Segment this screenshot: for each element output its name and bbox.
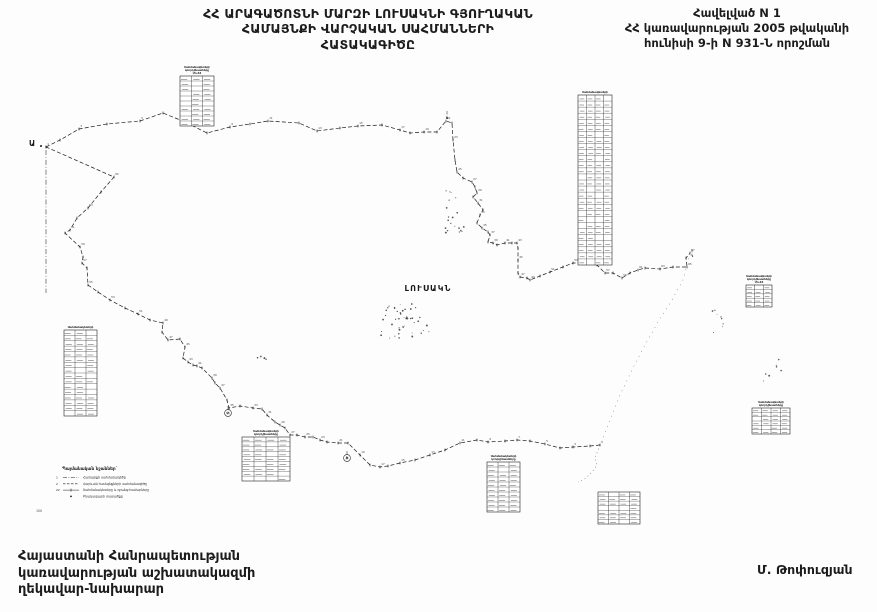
svg-text:Սահմանակետերի: Սահմանակետերի xyxy=(582,90,608,95)
legend xyxy=(36,466,149,513)
svg-text:ԼՈՒՍԱԿՆ: ԼՈՒՍԱԿՆ xyxy=(404,284,452,293)
svg-text:15: 15 xyxy=(401,459,405,463)
signatory-line-1: Հայաստանի Հանրապետության xyxy=(18,549,241,564)
svg-text:23: 23 xyxy=(454,136,458,140)
svg-text:Բնակավայրի տարածքը: Բնակավայրի տարածքը xyxy=(83,494,123,499)
svg-text:Պայմանական նշաններ`: Պայմանական նշաններ` xyxy=(62,467,118,472)
svg-text:Սահմանակետերի: Սահմանակետերի xyxy=(253,429,279,434)
svg-text:15: 15 xyxy=(359,122,363,126)
svg-text:9: 9 xyxy=(231,123,233,127)
svg-text:11: 11 xyxy=(269,117,273,121)
svg-text:29: 29 xyxy=(281,421,285,425)
map-title-line-3: ՀԱՏԱԿԱԳԻԾԸ xyxy=(320,36,416,52)
coordinate-table xyxy=(242,429,290,481)
svg-text:57: 57 xyxy=(606,269,610,273)
map-title-line-1: ՀՀ ԱՐԱԳԱԾՈՏՆԻ ՄԱՐԶԻ ԼՈՒՍԱԿՆԻ ԳՅՈՒՂԱԿԱՆ xyxy=(203,6,533,21)
svg-text:փ: փ xyxy=(226,411,230,416)
svg-text:25: 25 xyxy=(306,433,310,437)
svg-text:կոորդինատները: կոորդինատները xyxy=(758,403,784,408)
coordinate-table xyxy=(752,400,790,434)
svg-text:47: 47 xyxy=(169,336,173,340)
svg-text:27: 27 xyxy=(291,431,295,435)
svg-text:51: 51 xyxy=(139,310,143,314)
annex-line-3: հունիսի 9-ի N 931-Ն որոշման xyxy=(644,36,830,51)
svg-text:27: 27 xyxy=(473,178,477,182)
svg-text:Ջ: Ջ xyxy=(445,116,449,121)
svg-text:41: 41 xyxy=(198,362,202,366)
svg-text:43: 43 xyxy=(189,358,193,362)
svg-text:5: 5 xyxy=(546,440,548,444)
svg-text:37: 37 xyxy=(221,384,225,388)
svg-text:ֆ: ֆ xyxy=(345,456,349,461)
svg-text:Սահմանակետերի: Սահմանակետերի xyxy=(758,400,784,405)
svg-text:17: 17 xyxy=(381,463,385,467)
svg-text:ՍԿ-64: ՍԿ-64 xyxy=(754,280,764,285)
map-title xyxy=(178,6,558,52)
svg-text:100: 100 xyxy=(36,509,43,513)
coordinate-table xyxy=(487,454,520,512)
coordinate-table xyxy=(64,325,97,416)
svg-text:53: 53 xyxy=(574,259,578,263)
svg-text:13: 13 xyxy=(431,451,435,455)
svg-text:9: 9 xyxy=(489,438,491,442)
svg-text:22: 22 xyxy=(56,488,60,493)
svg-text:31: 31 xyxy=(479,199,483,203)
svg-text:33: 33 xyxy=(481,211,485,215)
svg-text:Սահմանակետերի: Սահմանակետերի xyxy=(490,454,517,459)
svg-text:35: 35 xyxy=(483,224,487,228)
svg-text:Սահմանակետերի: Սահմանակետերի xyxy=(746,274,772,278)
svg-text:1: 1 xyxy=(56,475,58,480)
svg-text:19: 19 xyxy=(361,451,365,455)
svg-text:13: 13 xyxy=(318,127,322,131)
svg-text:31: 31 xyxy=(268,411,272,415)
svg-text:39: 39 xyxy=(213,374,217,378)
svg-text:61: 61 xyxy=(71,226,75,230)
svg-text:67: 67 xyxy=(691,249,695,253)
map-title-line-2: ՀԱՄԱՅՆՔԻ ՎԱՐՉԱԿԱՆ ՍԱՀՄԱՆՆԵՐԻ xyxy=(241,21,495,37)
svg-text:3: 3 xyxy=(574,443,576,447)
svg-text:25: 25 xyxy=(458,168,462,172)
svg-text:Ա: Ա xyxy=(29,139,36,148)
svg-text:1: 1 xyxy=(47,143,49,147)
svg-text:63: 63 xyxy=(661,265,665,269)
svg-text:61: 61 xyxy=(639,266,643,270)
coordinate-table xyxy=(746,274,772,307)
svg-text:63: 63 xyxy=(89,204,93,208)
svg-text:47: 47 xyxy=(521,273,525,277)
svg-text:Սահմանակետերը և դրանց համարներ: Սահմանակետերը և դրանց համարները xyxy=(83,488,150,493)
svg-text:41: 41 xyxy=(506,239,510,243)
svg-text:7: 7 xyxy=(518,436,520,440)
svg-text:Ղ: Ղ xyxy=(690,254,694,259)
svg-text:57: 57 xyxy=(83,259,87,263)
annex-line-1: Հավելված N 1 xyxy=(693,6,781,20)
coordinate-table xyxy=(598,492,640,524)
svg-text:Սահմանակետերի: Սահմանակետերի xyxy=(184,65,210,69)
svg-text:55: 55 xyxy=(89,281,93,285)
svg-text:Սահմանակետերի: Սահմանակետերի xyxy=(67,325,94,330)
svg-text:59: 59 xyxy=(81,243,85,247)
svg-text:ՍԿ-64: ՍԿ-64 xyxy=(192,71,202,76)
svg-text:19: 19 xyxy=(425,128,429,132)
svg-text:21: 21 xyxy=(339,439,343,443)
svg-text:51: 51 xyxy=(551,268,555,272)
coordinate-table xyxy=(578,90,612,265)
svg-text:49: 49 xyxy=(531,276,535,280)
signatory-line-3: ղեկավար-նախարար xyxy=(18,582,165,598)
svg-text:45: 45 xyxy=(186,343,190,347)
boundary-point-markers xyxy=(225,111,694,461)
signatory-line-2: կառավարության աշխատակազմի xyxy=(18,565,256,581)
svg-text:2: 2 xyxy=(56,481,58,486)
west-corner-marker xyxy=(29,139,42,148)
signatory-name: Մ. Թոփուզյան xyxy=(757,562,853,577)
svg-text:23: 23 xyxy=(321,436,325,440)
annex-note xyxy=(603,6,871,52)
svg-text:կոորդինատները: կոորդինատները xyxy=(491,457,516,462)
settlement xyxy=(257,190,782,381)
svg-text:39: 39 xyxy=(494,239,498,243)
svg-text:21: 21 xyxy=(447,117,451,121)
svg-text:65: 65 xyxy=(115,173,119,177)
svg-text:1: 1 xyxy=(601,441,603,445)
svg-text:Համայնքի սահմանագիծը: Համայնքի սահմանագիծը xyxy=(83,475,126,480)
svg-text:կոորդինատները: կոորդինատները xyxy=(184,68,210,73)
svg-text:3: 3 xyxy=(80,125,82,129)
signatory-title xyxy=(18,549,255,599)
svg-text:59: 59 xyxy=(623,274,627,278)
svg-text:կոորդինատները: կոորդինատները xyxy=(253,432,279,437)
svg-text:43: 43 xyxy=(518,239,522,243)
svg-text:53: 53 xyxy=(111,296,115,300)
svg-text:65: 65 xyxy=(688,263,692,267)
svg-text:կոորդինատները: կոորդինատները xyxy=(746,277,772,282)
coordinate-table xyxy=(180,65,214,126)
svg-text:5: 5 xyxy=(141,117,143,121)
svg-text:35: 35 xyxy=(230,404,234,408)
svg-text:45: 45 xyxy=(519,256,523,260)
svg-text:29: 29 xyxy=(478,189,482,193)
svg-text:33: 33 xyxy=(254,404,258,408)
svg-text:17: 17 xyxy=(401,126,405,130)
svg-text:11: 11 xyxy=(461,439,465,443)
svg-text:49: 49 xyxy=(164,319,168,323)
svg-text:37: 37 xyxy=(491,231,495,235)
svg-text:Հարևան համայնքների սահմանագիծը: Հարևան համայնքների սահմանագիծը xyxy=(83,481,147,486)
annex-line-2: ՀՀ կառավարության 2005 թվականի xyxy=(624,21,850,36)
